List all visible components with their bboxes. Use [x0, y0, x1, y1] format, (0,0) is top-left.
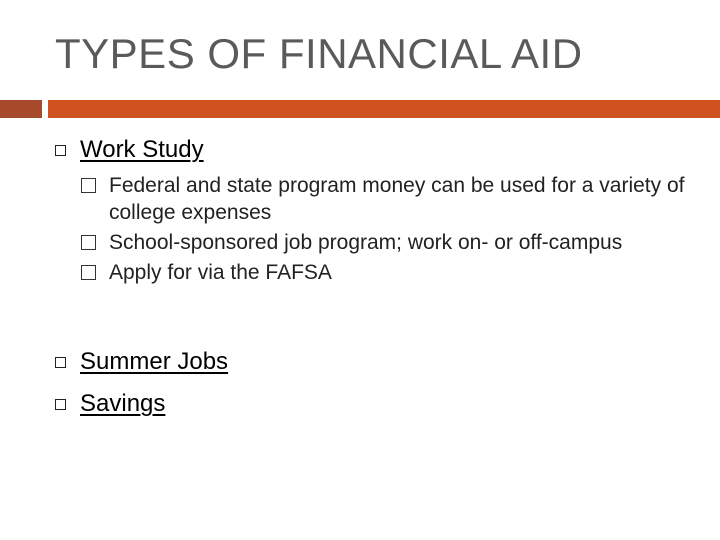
sub-item-school-sponsored — [80, 229, 695, 256]
bullet-work-study — [55, 135, 204, 165]
accent-bar-right — [48, 100, 720, 118]
work-study-sub-list — [80, 172, 695, 289]
sub-item-text: Federal and state program money can be used for a variety of college expenses — [109, 174, 685, 224]
sub-item-text: Apply for via the FAFSA — [109, 261, 332, 284]
savings-link[interactable]: Savings — [80, 390, 166, 417]
bullet-savings — [55, 389, 165, 419]
bullet-summer-jobs — [55, 347, 228, 377]
square-bullet-icon — [81, 235, 96, 250]
square-bullet-icon — [55, 145, 66, 156]
sub-item-federal — [80, 172, 695, 226]
summer-jobs-link[interactable]: Summer Jobs — [80, 348, 229, 375]
accent-bar-left — [0, 100, 42, 118]
square-bullet-icon — [81, 178, 96, 193]
work-study-link[interactable]: Work Study — [80, 136, 204, 163]
square-bullet-icon — [55, 399, 66, 410]
square-bullet-icon — [55, 357, 66, 368]
square-bullet-icon — [81, 265, 96, 280]
sub-item-text: School-sponsored job program; work on- or off-campus — [109, 231, 623, 254]
sub-item-apply — [80, 259, 695, 286]
slide-title: TYPES OF FINANCIAL AID — [55, 30, 583, 77]
